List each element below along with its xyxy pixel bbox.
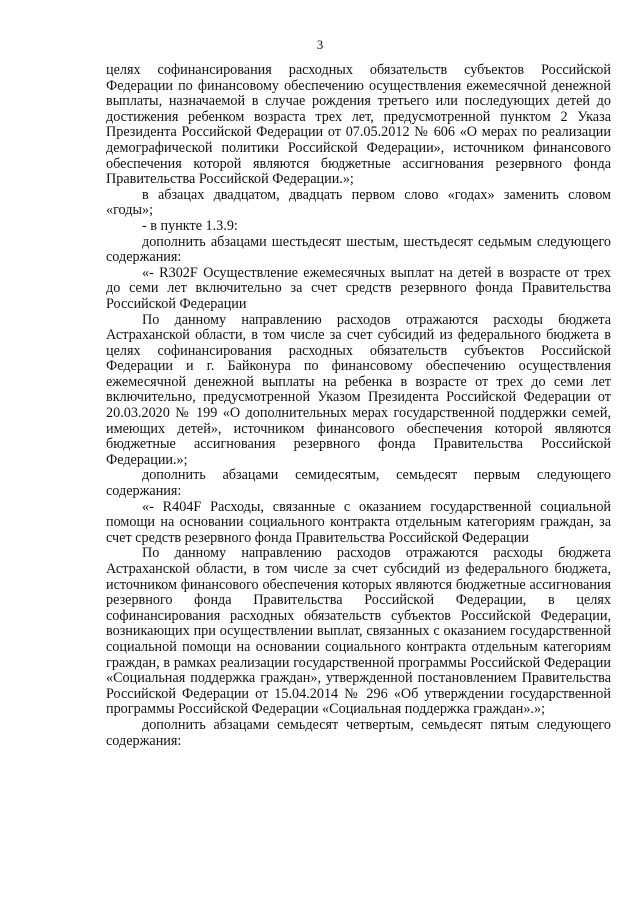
paragraph: целях софинансирования расходных обязательств субъектов Российской Федерации по финансовому обеспечению осуществления ежемесячной денежной выплаты, назначаемой в случае рождения третьего или последующих детей до достижения ребенком возраста трех лет, предусмотренной пунктом 2 Указа Президента Российской Федерации от 07.05.2012 № 606 «О мерах по реализации демографической политики Российской Федерации», источником финансового обеспечения которой являются бюджетные ассигнования резервного фонда Правительства Российской Федерации.»; — [106, 62, 611, 188]
document-body — [106, 63, 611, 749]
paragraph: «- R302F Осуществление ежемесячных выплат на детей в возрасте от трех до семи лет включительно за счет средств резервного фонда Правительства Российской Федерации — [106, 264, 611, 312]
paragraph: По данному направлению расходов отражаются расходы бюджета Астраханской области, в том числе за счет субсидий из федерального бюджета в целях софинансирования расходных обязательств субъектов Российской Федерации и г. Байконура по финансовому обеспечению осуществления ежемесячной денежной выплаты на ребенка в возрасте от трех до семи лет включительно, предусмотренной Указом Президента Российской Федерации от 20.03.2020 № 199 «О дополнительных мерах государственной поддержки семей, имеющих детей», источником финансового обеспечения которой являются бюджетные ассигнования резервного фонда Правительства Российской Федерации.»; — [106, 311, 611, 468]
paragraph: в абзацах двадцатом, двадцать первом слово «годах» заменить словом «годы»; — [106, 186, 611, 219]
page-number: 3 — [316, 37, 324, 52]
paragraph: дополнить абзацами шестьдесят шестым, шестьдесят седьмым следующего содержания: — [106, 233, 611, 266]
paragraph: «- R404F Расходы, связанные с оказанием государственной социальной помощи на основании социального контракта отдельным категориям граждан, за счет средств резервного фонда Правительства Российской Федерации — [106, 498, 611, 546]
paragraph: - в пункте 1.3.9: — [142, 217, 238, 234]
paragraph: По данному направлению расходов отражаются расходы бюджета Астраханской области, в том числе за счет субсидий из федерального бюджета, источником финансового обеспечения которых являются бюджетные ассигнования резервного фонда Правительства Российской Федерации, в целях софинансирования расходных обязательств субъектов Российской Федерации, возникающих при осуществлении выплат, связанных с оказанием государственной социальной помощи на основании социального контракта отдельным категориям граждан, в рамках реализации государственной программы Российской Федерации «Социальная поддержка граждан», утвержденной постановлением Правительства Российской Федерации от 15.04.2014 № 296 «Об утверждении государственной программы Российской Федерации «Социальная поддержка граждан».»; — [106, 545, 611, 718]
paragraph: дополнить абзацами семьдесят четвертым, семьдесят пятым следующего содержания: — [106, 716, 611, 749]
paragraph: дополнить абзацами семидесятым, семьдесят первым следующего содержания: — [106, 467, 611, 500]
